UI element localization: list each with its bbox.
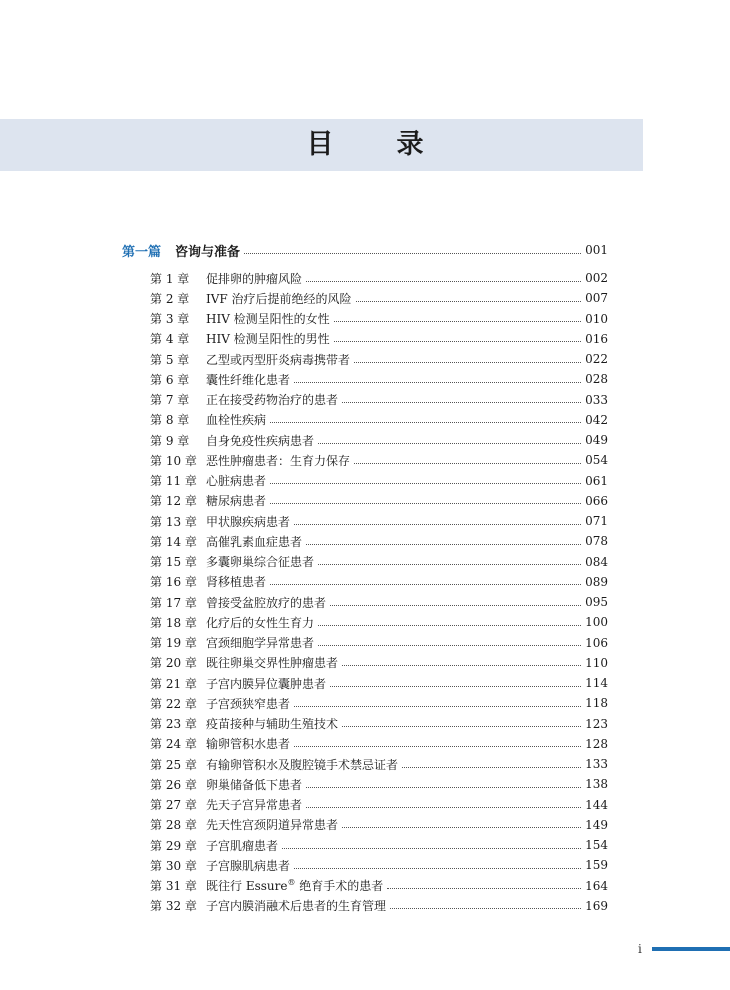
chapter-title: 血栓性疾病 [206,413,267,428]
chapter-number: 第 29 章 [150,838,197,853]
dot-leader [356,301,582,302]
chapter-page-number: 169 [585,898,608,913]
toc-chapter-entry[interactable] [150,673,608,693]
toc-chapter-entry[interactable] [150,410,608,430]
dot-leader [294,524,581,525]
chapter-page-number: 089 [585,574,608,589]
toc-chapter-entry[interactable] [150,329,608,349]
chapter-title: 子宫肌瘤患者 [206,838,279,853]
dot-leader [282,848,581,849]
chapter-title: 先天性宫颈阴道异常患者 [206,818,339,833]
chapter-page-number: 128 [585,736,608,751]
toc-chapter-entry[interactable] [150,815,608,835]
dot-leader [270,503,581,504]
chapter-number: 第 3 章 [150,312,190,327]
toc-chapter-entry[interactable] [150,450,608,470]
toc-chapter-entry[interactable] [150,693,608,713]
toc-chapter-entry[interactable] [150,612,608,632]
chapter-title: 卵巢储备低下患者 [206,777,303,792]
chapter-list [150,268,608,916]
chapter-number: 第 12 章 [150,494,197,509]
chapter-page-number: 071 [585,514,608,529]
chapter-page-number: 159 [585,858,608,873]
toc-chapter-entry[interactable] [150,511,608,531]
toc-chapter-entry[interactable] [150,531,608,551]
chapter-page-number: 106 [585,635,608,650]
dot-leader [390,908,581,909]
dot-leader [402,767,581,768]
chapter-title: 囊性纤维化患者 [206,372,291,387]
dot-leader [330,605,581,606]
part-title: 咨询与准备 [175,244,241,260]
chapter-page-number: 138 [585,777,608,792]
part-number: 第一篇 [122,244,162,260]
dot-leader [318,625,581,626]
chapter-number: 第 5 章 [150,352,190,367]
chapter-number: 第 27 章 [150,798,197,813]
toc-chapter-entry[interactable] [150,774,608,794]
chapter-title: HIV 检测呈阳性的女性 [206,312,330,327]
chapter-title: IVF 治疗后提前绝经的风险 [206,291,352,306]
toc-chapter-entry[interactable] [150,572,608,592]
toc-chapter-entry[interactable] [150,592,608,612]
chapter-page-number: 028 [585,372,608,387]
chapter-title: 高催乳素血症患者 [206,534,303,549]
chapter-page-number: 010 [585,311,608,326]
chapter-title: 糖尿病患者 [206,494,267,509]
chapter-title: 乙型或丙型肝炎病毒携带者 [206,352,351,367]
chapter-page-number: 066 [585,493,608,508]
footer-accent-bar [652,947,730,951]
chapter-page-number: 042 [585,412,608,427]
dot-leader [318,443,581,444]
chapter-page-number: 133 [585,757,608,772]
chapter-title: 心脏病患者 [206,474,267,489]
dot-leader [270,422,581,423]
chapter-title: 有输卵管积水及腹腔镜手术禁忌证者 [206,757,399,772]
dot-leader [387,888,581,889]
chapter-number: 第 14 章 [150,534,197,549]
toc-chapter-entry[interactable] [150,653,608,673]
toc-chapter-entry[interactable] [150,633,608,653]
chapter-title: 化疗后的女性生育力 [206,615,315,630]
toc-chapter-entry[interactable] [150,754,608,774]
chapter-page-number: 154 [585,838,608,853]
chapter-page-number: 100 [585,615,608,630]
chapter-title: 甲状腺疾病患者 [206,514,291,529]
chapter-title [206,877,383,894]
chapter-number: 第 21 章 [150,676,197,691]
chapter-page-number: 007 [585,291,608,306]
chapter-title: HIV 检测呈阳性的男性 [206,332,330,347]
chapter-title: 宫颈细胞学异常患者 [206,636,315,651]
toc-chapter-entry[interactable] [150,430,608,450]
chapter-number: 第 22 章 [150,696,197,711]
toc-chapter-entry[interactable] [150,491,608,511]
dot-leader [294,382,581,383]
chapter-title: 促排卵的肿瘤风险 [206,271,303,286]
dot-leader [306,281,581,282]
toc-chapter-entry[interactable] [150,552,608,572]
chapter-page-number: 118 [585,696,608,711]
dot-leader [354,463,581,464]
chapter-number: 第 2 章 [150,291,190,306]
dot-leader [294,868,581,869]
toc-chapter-entry[interactable] [150,288,608,308]
chapter-number: 第 18 章 [150,615,197,630]
chapter-number: 第 6 章 [150,372,190,387]
dot-leader [318,645,581,646]
toc-part-entry[interactable] [122,240,608,260]
toc-chapter-entry[interactable] [150,734,608,754]
page-number-marker: i [638,942,642,956]
toc-chapter-entry[interactable] [150,876,608,896]
chapter-number: 第 24 章 [150,737,197,752]
dot-leader [306,787,581,788]
toc-chapter-entry[interactable] [150,390,608,410]
chapter-page-number: 078 [585,534,608,549]
dot-leader [306,544,581,545]
chapter-title: 多囊卵巢综合征患者 [206,555,315,570]
chapter-number: 第 7 章 [150,393,190,408]
chapter-page-number: 049 [585,433,608,448]
chapter-page-number: 164 [585,878,608,893]
chapter-number: 第 19 章 [150,636,197,651]
part-page-number: 001 [585,243,608,257]
chapter-title: 输卵管积水患者 [206,737,291,752]
chapter-number: 第 9 章 [150,433,190,448]
toc-chapter-entry[interactable] [150,835,608,855]
chapter-number: 第 16 章 [150,575,197,590]
dot-leader [244,253,581,254]
chapter-number: 第 28 章 [150,818,197,833]
toc-chapter-entry[interactable] [150,349,608,369]
chapter-page-number: 016 [585,331,608,346]
chapter-page-number: 033 [585,392,608,407]
chapter-page-number: 084 [585,554,608,569]
chapter-title: 自身免疫性疾病患者 [206,433,315,448]
dot-leader [294,706,581,707]
chapter-number: 第 32 章 [150,899,197,914]
chapter-number: 第 20 章 [150,656,197,671]
chapter-page-number: 114 [585,676,608,691]
chapter-page-number: 095 [585,595,608,610]
chapter-number: 第 1 章 [150,271,190,286]
dot-leader [342,665,581,666]
dot-leader [294,746,581,747]
dot-leader [334,321,581,322]
chapter-title-part: 绝育手术的患者 [295,879,384,894]
chapter-number: 第 17 章 [150,595,197,610]
chapter-number: 第 13 章 [150,514,197,529]
dot-leader [306,807,581,808]
chapter-number: 第 11 章 [150,474,197,489]
chapter-page-number: 054 [585,453,608,468]
chapter-number: 第 30 章 [150,858,197,873]
chapter-title: 肾移植患者 [206,575,267,590]
toc-chapter-entry[interactable] [150,896,608,916]
dot-leader [342,402,581,403]
chapter-title-part: 既往行 Essure [206,879,288,894]
chapter-number: 第 31 章 [150,879,197,894]
toc-chapter-entry[interactable] [150,795,608,815]
chapter-number: 第 26 章 [150,777,197,792]
chapter-number: 第 10 章 [150,453,197,468]
chapter-title: 曾接受盆腔放疗的患者 [206,595,327,610]
chapter-number: 第 15 章 [150,555,197,570]
toc-chapter-entry[interactable] [150,714,608,734]
chapter-number: 第 4 章 [150,332,190,347]
dot-leader [270,483,581,484]
chapter-title: 疫苗接种与辅助生殖技术 [206,717,339,732]
toc-chapter-entry[interactable] [150,309,608,329]
registered-mark: ® [287,878,296,888]
dot-leader [342,827,581,828]
chapter-page-number: 061 [585,473,608,488]
chapter-page-number: 144 [585,797,608,812]
toc-chapter-entry[interactable] [150,855,608,875]
chapter-page-number: 002 [585,271,608,286]
chapter-number: 第 23 章 [150,717,197,732]
chapter-title: 先天子宫异常患者 [206,798,303,813]
page-title: 目 录 [306,129,442,160]
chapter-title: 恶性肿瘤患者：生育力保存 [206,453,351,468]
chapter-title: 既往卵巢交界性肿瘤患者 [206,656,339,671]
toc-chapter-entry[interactable] [150,369,608,389]
chapter-page-number: 110 [585,655,608,670]
dot-leader [330,686,581,687]
chapter-number: 第 8 章 [150,413,190,428]
chapter-title: 子宫腺肌病患者 [206,858,291,873]
chapter-page-number: 149 [585,817,608,832]
chapter-page-number: 123 [585,716,608,731]
chapter-title: 子宫内膜消融术后患者的生育管理 [206,899,387,914]
chapter-title: 子宫颈狭窄患者 [206,696,291,711]
toc-chapter-entry[interactable] [150,471,608,491]
dot-leader [354,362,581,363]
dot-leader [334,341,581,342]
dot-leader [318,564,581,565]
dot-leader [342,726,581,727]
dot-leader [270,584,581,585]
chapter-title: 正在接受药物治疗的患者 [206,393,339,408]
chapter-number: 第 25 章 [150,757,197,772]
chapter-page-number: 022 [585,352,608,367]
toc-chapter-entry[interactable] [150,268,608,288]
chapter-title: 子宫内膜异位囊肿患者 [206,676,327,691]
